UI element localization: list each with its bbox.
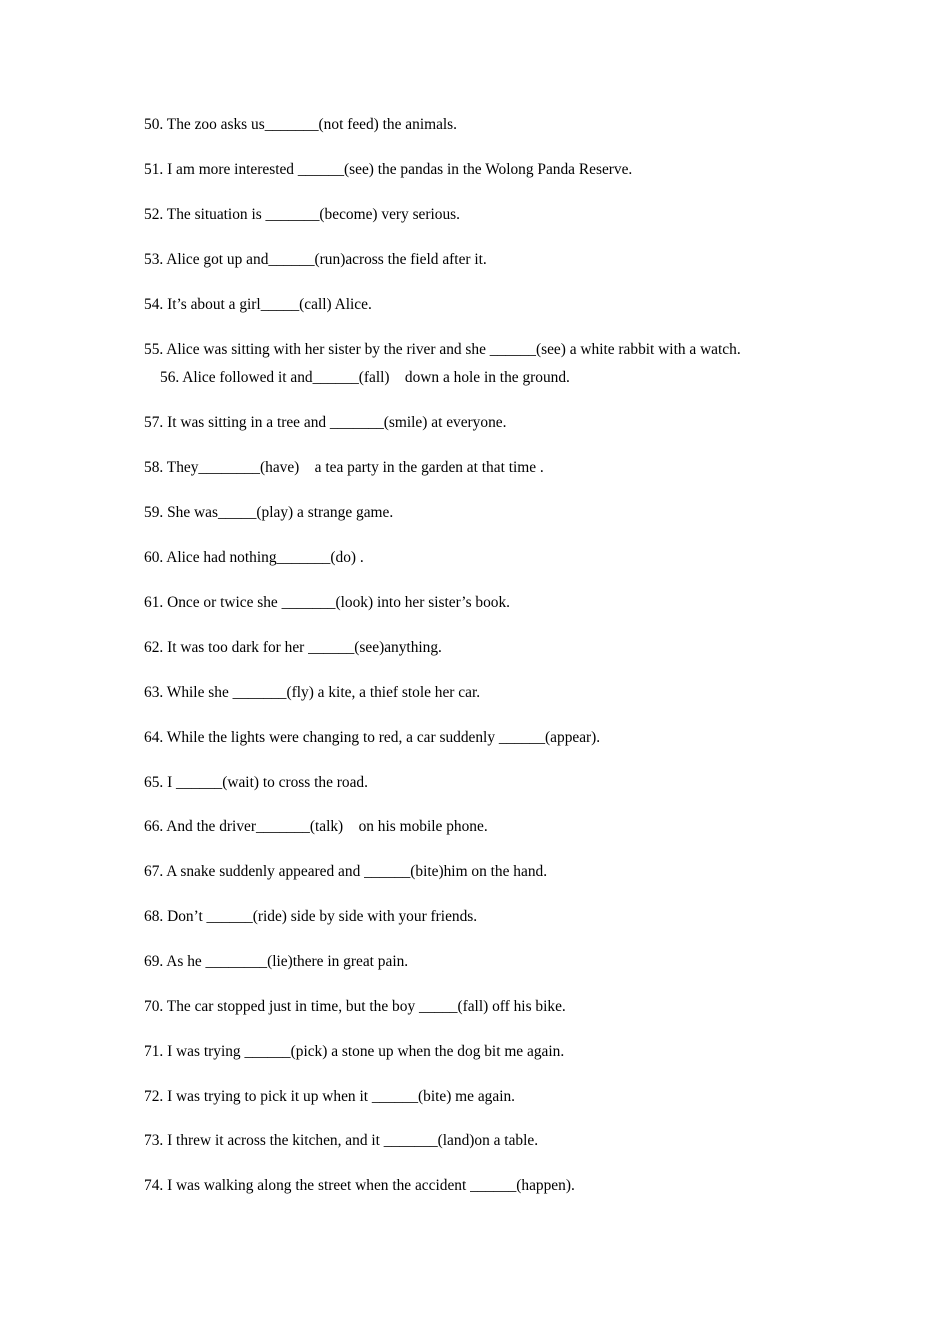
exercise-item-63: 63. While she _______(fly) a kite, a thief stole her car. [144, 684, 481, 701]
exercise-item-71: 71. I was trying ______(pick) a stone up when the dog bit me again. [144, 1043, 565, 1060]
exercise-item-68: 68. Don’t ______(ride) side by side with your friends. [144, 908, 478, 925]
exercise-item-64: 64. While the lights were changing to red, a car suddenly ______(appear). [144, 729, 601, 746]
exercise-item-73: 73. I threw it across the kitchen, and it _______(land)on a table. [144, 1132, 539, 1149]
exercise-item-74: 74. I was walking along the street when the accident ______(happen). [144, 1177, 575, 1194]
exercise-item-66: 66. And the driver_______(talk) on his mobile phone. [144, 818, 488, 835]
exercise-item-60: 60. Alice had nothing_______(do) . [144, 549, 364, 566]
exercise-item-65: 65. I ______(wait) to cross the road. [144, 774, 368, 791]
exercise-item-72: 72. I was trying to pick it up when it ______(bite) me again. [144, 1088, 516, 1105]
exercise-item-58: 58. They________(have) a tea party in the garden at that time . [144, 459, 544, 476]
exercise-item-52: 52. The situation is _______(become) very serious. [144, 206, 461, 223]
exercise-item-67: 67. A snake suddenly appeared and ______(bite)him on the hand. [144, 863, 548, 880]
exercise-item-56: 56. Alice followed it and______(fall) down a hole in the ground. [160, 369, 570, 386]
exercise-item-55: 55. Alice was sitting with her sister by the river and she ______(see) a white rabbit with a watch. [144, 341, 741, 358]
exercise-item-61: 61. Once or twice she _______(look) into her sister’s book. [144, 594, 511, 611]
exercise-item-51: 51. I am more interested ______(see) the pandas in the Wolong Panda Reserve. [144, 161, 633, 178]
exercise-item-59: 59. She was_____(play) a strange game. [144, 504, 394, 521]
exercise-item-57: 57. It was sitting in a tree and _______(smile) at everyone. [144, 414, 507, 431]
exercise-item-53: 53. Alice got up and______(run)across the field after it. [144, 251, 487, 268]
exercise-item-70: 70. The car stopped just in time, but the boy _____(fall) off his bike. [144, 998, 566, 1015]
exercise-item-50: 50. The zoo asks us_______(not feed) the animals. [144, 116, 458, 133]
exercise-item-69: 69. As he ________(lie)there in great pain. [144, 953, 409, 970]
exercise-item-54: 54. It’s about a girl_____(call) Alice. [144, 296, 372, 313]
exercise-item-62: 62. It was too dark for her ______(see)anything. [144, 639, 442, 656]
